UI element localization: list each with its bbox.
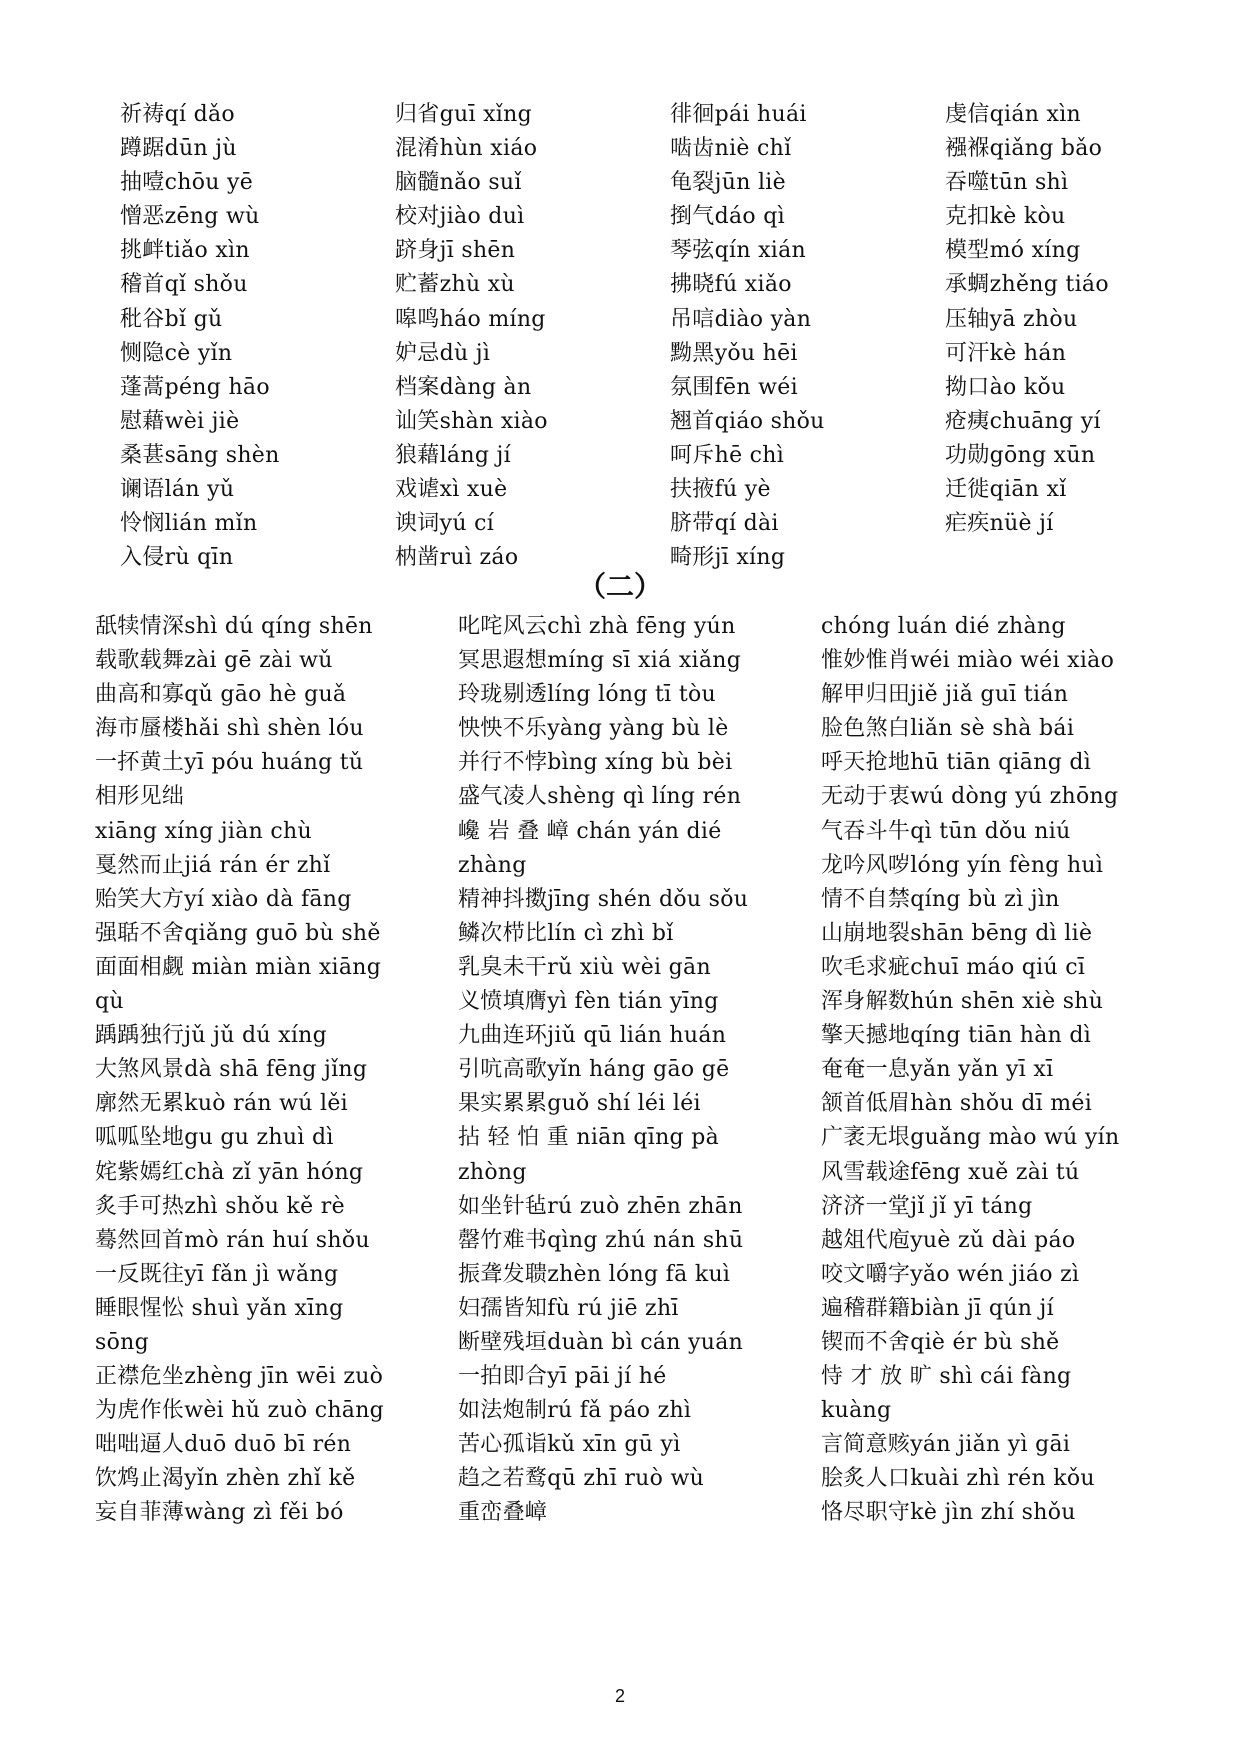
idiom-item: 一拍即合yī pāi jí hé — [458, 1364, 667, 1390]
vocab-item: 跻身jī shēn — [395, 238, 516, 264]
idiom-item: kuàng — [821, 1398, 892, 1424]
vocab-item: 模型mó xíng — [945, 238, 1081, 264]
vocab-item: 翘首qiáo shǒu — [670, 408, 825, 434]
idiom-item: 呱呱坠地gu gu zhuì dì — [95, 1125, 334, 1151]
vocab-item: 妒忌dù jì — [395, 340, 491, 366]
idiom-item: 越俎代庖yuè zǔ dài páo — [821, 1227, 1076, 1253]
idiom-item: 颔首低眉hàn shǒu dī méi — [821, 1091, 1093, 1117]
idiom-column-1 — [95, 610, 458, 1531]
vocab-item: 混淆hùn xiáo — [395, 136, 538, 162]
page-number: 2 — [614, 1686, 625, 1706]
vocab-item: 徘徊pái huái — [670, 102, 807, 127]
idiom-item: 脍炙人口kuài zhì rén kǒu — [821, 1466, 1095, 1492]
idiom-item: 正襟危坐zhèng jīn wēi zuò — [95, 1364, 384, 1390]
idiom-item: 吹毛求疵chuī máo qiú cī — [821, 954, 1086, 980]
vocab-item: 啮齿niè chǐ — [670, 136, 792, 162]
idiom-item: 曲高和寡qǔ gāo hè guǎ — [95, 682, 347, 708]
idiom-item: 罄竹难书qìng zhú nán shū — [458, 1227, 744, 1253]
idiom-item: 蓦然回首mò rán huí shǒu — [95, 1227, 370, 1253]
idiom-item: 妄自菲薄wàng zì fěi bó — [95, 1500, 344, 1526]
vocab-item: 狼藉láng jí — [395, 442, 511, 468]
idiom-item: 浑身解数hún shēn xiè shù — [821, 989, 1104, 1015]
vocab-item: 抽噎chōu yē — [120, 170, 254, 196]
vocab-item: 谰语lán yǔ — [120, 477, 235, 503]
idiom-item: 九曲连环jiǔ qū lián huán — [458, 1023, 727, 1049]
vocab-item: 蹲踞dūn jù — [120, 136, 237, 162]
idiom-item: 情不自禁qíng bù zì jìn — [821, 886, 1060, 912]
idiom-item: 一反既往yī fǎn jì wǎng — [95, 1261, 339, 1287]
idiom-item: chóng luán dié zhàng — [821, 614, 1066, 639]
vocab-item: 吊唁diào yàn — [670, 306, 812, 332]
idiom-item: 巉 岩 叠 嶂 chán yán dié — [458, 818, 722, 844]
idiom-item: 龙吟风哕lóng yín fèng huì — [821, 852, 1104, 878]
vocab-column-3 — [670, 98, 945, 575]
idiom-item: 面面相觑 miàn miàn xiāng — [95, 954, 382, 980]
idiom-item: 踽踽独行jǔ jǔ dú xíng — [95, 1023, 328, 1049]
idiom-item: 廓然无累kuò rán wú lěi — [95, 1091, 349, 1117]
idiom-item: 妇孺皆知fù rú jiē zhī — [458, 1295, 679, 1321]
vocab-item: 蓬蒿péng hāo — [120, 374, 270, 400]
vocab-item: 功勋gōng xūn — [945, 442, 1096, 468]
idiom-item: 盛气凌人shèng qì líng rén — [458, 784, 742, 810]
idiom-item: 海市蜃楼hǎi shì shèn lóu — [95, 716, 364, 742]
idiom-item: 舐犊情深shì dú qíng shēn — [95, 614, 373, 639]
idiom-item: 果实累累guǒ shí léi léi — [458, 1091, 701, 1117]
idiom-item: 姹紫嫣红chà zǐ yān hóng — [95, 1159, 364, 1185]
vocab-item: 氛围fēn wéi — [670, 374, 798, 400]
vocab-item: 档案dàng àn — [395, 374, 532, 400]
vocab-item: 恻隐cè yǐn — [120, 340, 233, 366]
idiom-item: sōng — [95, 1329, 149, 1355]
vocab-item: 压轴yā zhòu — [945, 306, 1078, 332]
idiom-item: 拈 轻 怕 重 niān qīng pà — [458, 1125, 720, 1151]
vocab-item: 嗥鸣háo míng — [395, 306, 546, 332]
vocab-item: 拂晓fú xiǎo — [670, 272, 792, 298]
idiom-item: 言简意赅yán jiǎn yì gāi — [821, 1432, 1071, 1458]
vocab-section-1 — [120, 98, 1180, 575]
idiom-item: 义愤填膺yì fèn tián yīng — [458, 989, 719, 1015]
idiom-item: 无动于衷wú dòng yú zhōng — [821, 784, 1119, 810]
idiom-item: 苦心孤诣kǔ xīn gū yì — [458, 1432, 681, 1458]
idiom-item: 奄奄一息yǎn yǎn yī xī — [821, 1057, 1054, 1083]
idiom-item: 气吞斗牛qì tūn dǒu niú — [821, 818, 1071, 844]
vocab-column-2 — [395, 98, 670, 575]
idiom-item: 冥思遐想míng sī xiá xiǎng — [458, 648, 742, 674]
idiom-item: 咄咄逼人duō duō bī rén — [95, 1432, 352, 1458]
vocab-item: 枘凿ruì záo — [395, 545, 519, 571]
vocab-item: 怜悯lián mǐn — [120, 511, 258, 537]
idiom-item: 咬文嚼字yǎo wén jiáo zì — [821, 1261, 1080, 1287]
idiom-item: 恪尽职守kè jìn zhí shǒu — [821, 1500, 1076, 1526]
idiom-item: 趋之若鹜qū zhī ruò wù — [458, 1466, 705, 1492]
vocab-item: 黝黑yǒu hēi — [670, 340, 798, 366]
vocab-item: 慰藉wèi jiè — [120, 408, 240, 434]
vocab-item: 脑髓nǎo suǐ — [395, 170, 522, 196]
vocab-item: 虔信qián xìn — [945, 102, 1082, 127]
idiom-item: 怏怏不乐yàng yàng bù lè — [458, 716, 729, 742]
vocab-item: 归省guī xǐng — [395, 102, 532, 127]
idiom-column-3 — [821, 610, 1155, 1531]
idiom-item: 饮鸩止渴yǐn zhèn zhǐ kě — [95, 1466, 356, 1492]
vocab-item: 憎恶zēng wù — [120, 204, 260, 230]
idiom-item: 锲而不舍qiè ér bù shě — [821, 1329, 1060, 1355]
idiom-item: 叱咤风云chì zhà fēng yún — [458, 614, 736, 639]
idiom-item: 乳臭未干rǔ xiù wèi gān — [458, 954, 711, 980]
idiom-item: zhòng — [458, 1159, 527, 1185]
idiom-item: 山崩地裂shān bēng dì liè — [821, 920, 1093, 946]
idiom-item: 大煞风景dà shā fēng jǐng — [95, 1057, 368, 1083]
vocab-item: 贮蓄zhù xù — [395, 272, 515, 298]
vocab-item: 疮痍chuāng yí — [945, 408, 1101, 434]
vocab-item: 吞噬tūn shì — [945, 170, 1069, 196]
idiom-item: zhàng — [458, 852, 527, 878]
section-heading: （二） — [577, 570, 662, 603]
vocab-item: 挑衅tiǎo xìn — [120, 238, 250, 264]
idiom-item: 擎天撼地qíng tiān hàn dì — [821, 1023, 1092, 1049]
idiom-item: xiāng xíng jiàn chù — [95, 818, 312, 844]
vocab-item: 戏谑xì xuè — [395, 477, 508, 503]
vocab-item: 祈祷qí dǎo — [120, 102, 235, 127]
vocab-item: 桑葚sāng shèn — [120, 442, 280, 468]
vocab-item: 谀词yú cí — [395, 511, 495, 537]
idiom-item: 振聋发聩zhèn lóng fā kuì — [458, 1261, 731, 1287]
idiom-item: 为虎作伥wèi hǔ zuò chāng — [95, 1398, 385, 1424]
vocab-item: 捯气dáo qì — [670, 204, 785, 230]
idiom-item: 广袤无垠guǎng mào wú yín — [821, 1125, 1120, 1151]
idiom-column-2 — [458, 610, 821, 1531]
idiom-item: 风雪载途fēng xuě zài tú — [821, 1159, 1080, 1185]
idiom-item: 引吭高歌yǐn háng gāo gē — [458, 1057, 730, 1083]
idiom-item: 一抔黄土yī póu huáng tǔ — [95, 750, 364, 776]
vocab-column-1 — [120, 98, 395, 575]
idiom-item: 如坐针毡rú zuò zhēn zhān — [458, 1193, 743, 1219]
idiom-item: 并行不悖bìng xíng bù bèi — [458, 750, 733, 776]
vocab-item: 呵斥hē chì — [670, 442, 785, 468]
vocab-item: 迁徙qiān xǐ — [945, 477, 1067, 503]
vocab-column-4 — [945, 98, 1180, 575]
idiom-item: 遍稽群籍biàn jī qún jí — [821, 1295, 1054, 1321]
idiom-item: qù — [95, 989, 124, 1015]
vocab-item: 琴弦qín xián — [670, 238, 807, 264]
idiom-item: 解甲归田jiě jiǎ guī tián — [821, 682, 1069, 708]
idiom-item: 炙手可热zhì shǒu kě rè — [95, 1193, 345, 1219]
idiom-item: 戛然而止jiá rán ér zhǐ — [95, 852, 331, 878]
idiom-section-2 — [95, 610, 1155, 1531]
vocab-item: 龟裂jūn liè — [670, 170, 786, 196]
vocab-item: 扶掖fú yè — [670, 477, 771, 503]
vocab-item: 讪笑shàn xiào — [395, 408, 548, 434]
idiom-item: 玲珑剔透líng lóng tī tòu — [458, 682, 716, 708]
idiom-item: 强聒不舍qiǎng guō bù shě — [95, 920, 381, 946]
idiom-item: 贻笑大方yí xiào dà fāng — [95, 886, 352, 912]
vocab-item: 承蜩zhěng tiáo — [945, 272, 1109, 298]
vocab-item: 脐带qí dài — [670, 511, 779, 537]
idiom-item: 载歌载舞zài gē zài wǔ — [95, 648, 333, 674]
vocab-item: 秕谷bǐ gǔ — [120, 306, 223, 332]
vocab-item: 拗口ào kǒu — [945, 374, 1066, 400]
idiom-item: 恃 才 放 旷 shì cái fàng — [821, 1364, 1072, 1390]
vocab-item: 疟疾nüè jí — [945, 511, 1054, 537]
idiom-item: 呼天抢地hū tiān qiāng dì — [821, 750, 1092, 776]
idiom-item: 断壁残垣duàn bì cán yuán — [458, 1329, 744, 1355]
vocab-item: 襁褓qiǎng bǎo — [945, 136, 1103, 162]
idiom-item: 鳞次栉比lín cì zhì bǐ — [458, 920, 674, 946]
idiom-item: 睡眼惺忪 shuì yǎn xīng — [95, 1295, 344, 1321]
vocab-item: 可汗kè hán — [945, 340, 1067, 366]
idiom-item: 济济一堂jǐ jǐ yī táng — [821, 1193, 1033, 1219]
idiom-item: 相形见绌 — [95, 784, 185, 810]
vocab-item: 克扣kè kòu — [945, 204, 1066, 230]
vocab-item: 校对jiào duì — [395, 204, 525, 230]
idiom-item: 脸色煞白liǎn sè shà bái — [821, 716, 1075, 742]
idiom-item: 重峦叠嶂 — [458, 1500, 548, 1526]
vocab-item: 稽首qǐ shǒu — [120, 272, 248, 298]
idiom-item: 惟妙惟肖wéi miào wéi xiào — [821, 648, 1115, 674]
idiom-item: 精神抖擞jīng shén dǒu sǒu — [458, 886, 749, 912]
idiom-item: 如法炮制rú fǎ páo zhì — [458, 1398, 692, 1424]
vocab-item: 入侵rù qīn — [120, 545, 234, 571]
vocab-item: 畸形jī xíng — [670, 545, 786, 571]
